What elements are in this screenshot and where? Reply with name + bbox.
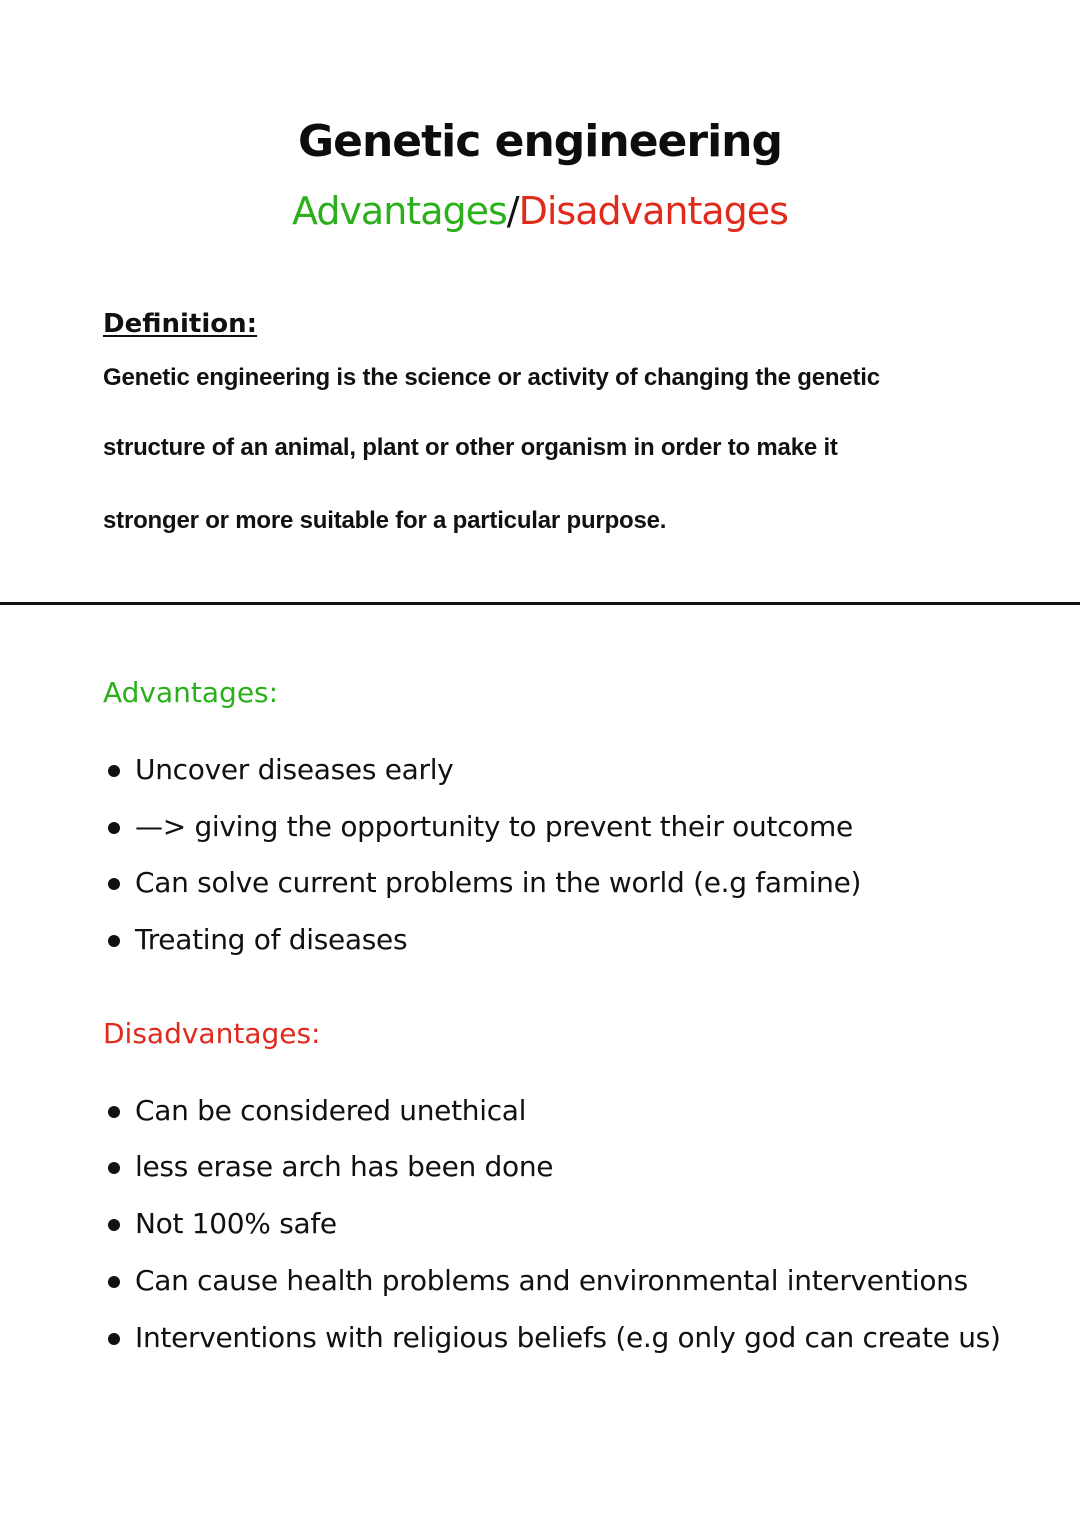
definition-heading: Definition: <box>103 309 258 339</box>
list-item: Not 100% safe <box>108 1204 337 1244</box>
definition-line-1: Genetic engineering is the science or activity of changing the genetic <box>103 364 880 391</box>
bullet-icon <box>108 1276 120 1288</box>
list-item: Treating of diseases <box>108 920 407 960</box>
bullet-icon <box>108 1162 120 1174</box>
page-subtitle <box>0 184 1080 238</box>
subtitle-disadvantages: Disadvantages <box>518 189 788 233</box>
bullet-icon <box>108 1106 120 1118</box>
subtitle-separator: / <box>506 189 519 233</box>
subtitle-advantages: Advantages <box>292 189 507 233</box>
list-item: Can solve current problems in the world (e.g famine) <box>108 863 861 903</box>
bullet-icon <box>108 1219 120 1231</box>
bullet-icon <box>108 935 120 947</box>
list-item: less erase arch has been done <box>108 1147 553 1187</box>
bullet-icon <box>108 878 120 890</box>
list-item: Interventions with religious beliefs (e.g only god can create us) <box>108 1318 1001 1358</box>
section-divider <box>0 602 1080 605</box>
list-item: Can be considered unethical <box>108 1091 526 1131</box>
bullet-icon <box>108 822 120 834</box>
list-item: Can cause health problems and environmental interventions <box>108 1261 968 1301</box>
list-item: Uncover diseases early <box>108 750 453 790</box>
definition-line-3: stronger or more suitable for a particular purpose. <box>103 507 667 534</box>
definition-line-2: structure of an animal, plant or other organism in order to make it <box>103 434 838 461</box>
list-item: —> giving the opportunity to prevent their outcome <box>108 807 853 847</box>
bullet-icon <box>108 1333 120 1345</box>
bullet-icon <box>108 765 120 777</box>
disadvantages-heading: Disadvantages: <box>103 1017 321 1050</box>
advantages-heading: Advantages: <box>103 676 279 709</box>
page-title: Genetic engineering <box>298 116 782 167</box>
